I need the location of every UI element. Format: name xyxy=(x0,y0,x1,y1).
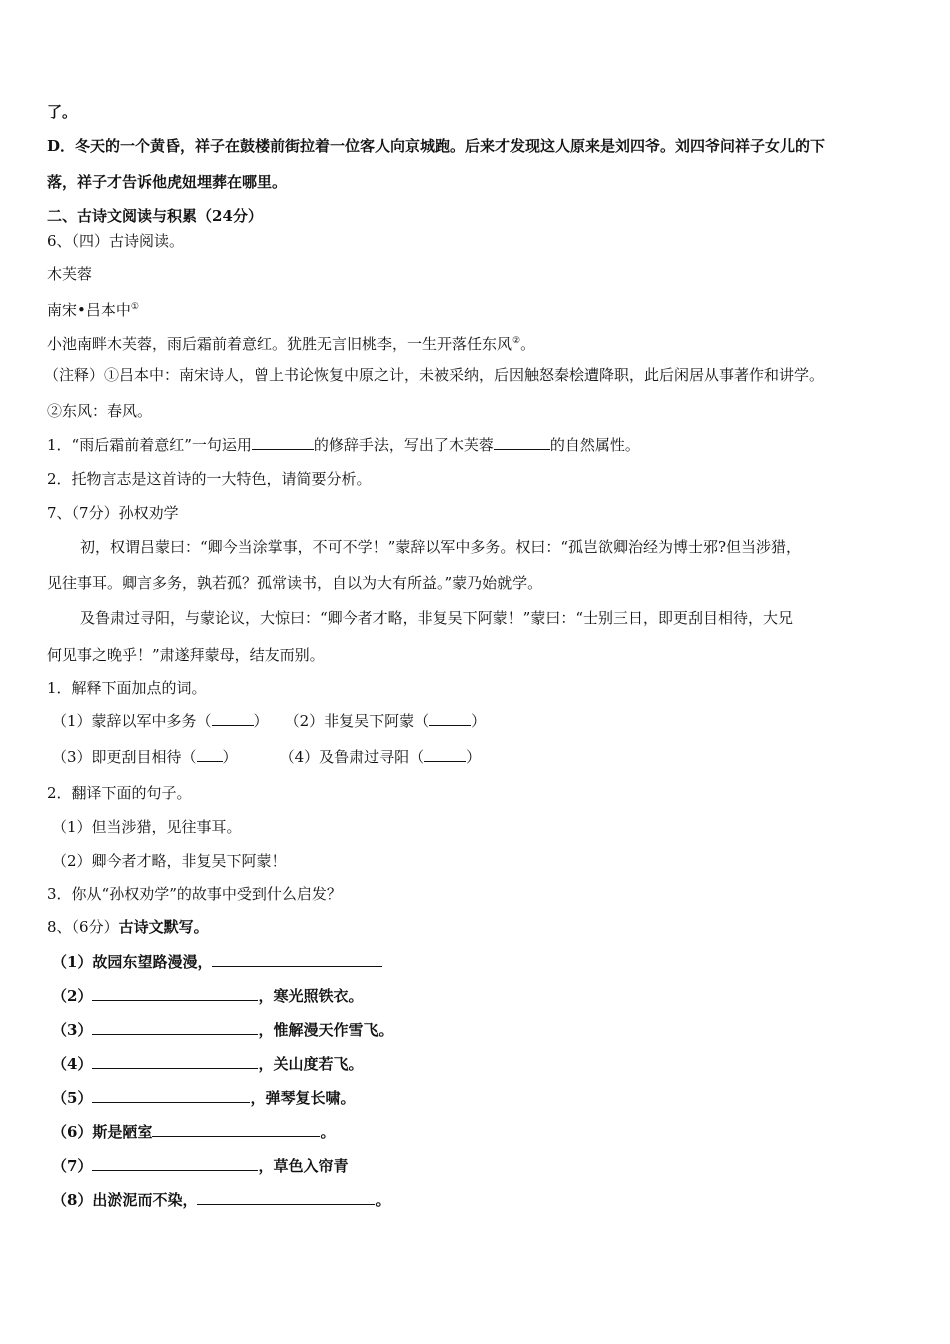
recite-number: （7） xyxy=(52,1157,93,1175)
word-1: （1）蒙辞以军中多务（ xyxy=(52,712,212,730)
recite-text: （6）斯是陋室 xyxy=(52,1123,153,1141)
recite-text: ，弹琴复长啸。 xyxy=(250,1089,356,1107)
q7-subquestion-1: 1．解释下面加点的词。 xyxy=(47,679,207,697)
answer-blank[interactable] xyxy=(197,1190,375,1205)
word-4: （4）及鲁肃过寻阳（ xyxy=(279,748,425,766)
q5-option-d-line2: 落，祥子才告诉他虎妞埋葬在哪里。 xyxy=(47,173,288,191)
q7-subquestion-2: 2．翻译下面的句子。 xyxy=(47,784,192,802)
recite-end: 。 xyxy=(375,1191,391,1209)
word-3: （3）即更刮目相待（ xyxy=(52,748,197,766)
q6-header: 6、（四）古诗阅读。 xyxy=(47,232,185,250)
answer-blank[interactable] xyxy=(92,986,258,1001)
q6-subquestion-1 xyxy=(47,435,640,455)
answer-blank[interactable] xyxy=(92,1054,258,1069)
poem-note-1: （注释）①吕本中：南宋诗人，曾上书论恢复中原之计，未被采纳，后因触怒秦桧遭降职，此后闲居从事著作和讲学。 xyxy=(44,366,825,384)
recite-text: （1）故园东望路漫漫， xyxy=(52,953,213,971)
q7-passage-p1-line2: 见往事耳。卿言多务，孰若孤？孤常读书，自以为大有所益。”蒙乃始就学。 xyxy=(47,574,543,592)
sq1-part-a: 1．“雨后霜前着意红”一句运用 xyxy=(47,436,252,454)
q6-subquestion-2: 2．托物言志是这首诗的一大特色，请简要分析。 xyxy=(47,470,372,488)
recite-number: （4） xyxy=(52,1055,93,1073)
recite-line-4 xyxy=(52,1054,363,1074)
recite-line-8 xyxy=(52,1190,390,1210)
recite-line-7 xyxy=(52,1156,348,1176)
poem-body: 小池南畔木芙蓉，雨后霜前着意红。犹胜无言旧桃李，一生开落任东风 xyxy=(47,335,513,353)
section-2-heading: 二、古诗文阅读与积累（24分） xyxy=(47,207,263,225)
poem-note-mark: ② xyxy=(512,336,521,346)
recite-line-6 xyxy=(52,1122,335,1142)
close-paren: ） xyxy=(253,712,269,730)
recite-line-2 xyxy=(52,986,363,1006)
answer-blank[interactable] xyxy=(424,747,466,762)
recite-text: ，草色入帘青 xyxy=(258,1157,349,1175)
close-paren: ） xyxy=(466,748,482,766)
word-2: （2）非复吴下阿蒙（ xyxy=(284,712,430,730)
close-paren: ） xyxy=(222,748,238,766)
recite-text: ，关山度若飞。 xyxy=(258,1055,364,1073)
close-paren: ） xyxy=(471,712,487,730)
q7-passage-p2-line2: 何见事之晚乎！”肃遂拜蒙母，结友而别。 xyxy=(47,646,325,664)
recite-number: （2） xyxy=(52,987,93,1005)
recite-text: （8）出淤泥而不染， xyxy=(52,1191,198,1209)
q7-subquestion-3: 3．你从“孙权劝学”的故事中受到什么启发？ xyxy=(47,885,342,903)
q5-tail: 了。 xyxy=(47,103,78,121)
answer-blank[interactable] xyxy=(212,711,254,726)
poem-author xyxy=(47,297,139,320)
q7-passage-p1-line1: 初，权谓吕蒙曰：“卿今当涂掌事，不可不学！”蒙辞以军中多务。权曰：“孤岂欲卿治经为博士邪?但当涉猎， xyxy=(80,538,802,556)
sq1-part-b: 的修辞手法，写出了木芙蓉 xyxy=(313,436,494,454)
sq1-part-c: 的自然属性。 xyxy=(549,436,640,454)
answer-blank[interactable] xyxy=(212,952,382,967)
recite-line-3 xyxy=(52,1020,393,1040)
q7-word-row-2 xyxy=(52,747,481,767)
poem-title: 木芙蓉 xyxy=(47,265,93,283)
answer-blank[interactable] xyxy=(494,435,550,450)
poem-end: 。 xyxy=(520,335,536,353)
answer-blank[interactable] xyxy=(197,747,223,762)
q7-word-row-1 xyxy=(52,711,486,731)
answer-blank[interactable] xyxy=(252,435,314,450)
q7-translate-1: （1）但当涉猎，见往事耳。 xyxy=(52,818,242,836)
author-text: 南宋•吕本中 xyxy=(47,301,131,319)
q5-option-d-line1: D．冬天的一个黄昏，祥子在鼓楼前街拉着一位客人向京城跑。后来才发现这人原来是刘四爷。刘四爷问祥子女儿的下 xyxy=(47,137,826,155)
q7-header: 7、（7分）孙权劝学 xyxy=(47,504,179,522)
author-note-mark: ① xyxy=(130,302,139,312)
answer-blank[interactable] xyxy=(92,1088,250,1103)
answer-blank[interactable] xyxy=(152,1122,320,1137)
q7-passage-p2-line1: 及鲁肃过寻阳，与蒙论议，大惊曰：“卿今者才略，非复吴下阿蒙！”蒙曰：“士别三日，即更刮目相待，大兄 xyxy=(80,609,794,627)
recite-text: ，惟解漫天作雪飞。 xyxy=(258,1021,394,1039)
recite-line-1 xyxy=(52,952,382,972)
q8-number: 8、（6分） xyxy=(47,918,119,936)
poem-text xyxy=(47,331,535,354)
recite-line-5 xyxy=(52,1088,355,1108)
q7-translate-2: （2）卿今者才略，非复吴下阿蒙！ xyxy=(52,852,287,870)
recite-number: （5） xyxy=(52,1089,93,1107)
q8-header xyxy=(47,917,209,937)
answer-blank[interactable] xyxy=(429,711,471,726)
poem-note-2: ②东风：春风。 xyxy=(47,402,153,420)
answer-blank[interactable] xyxy=(92,1020,258,1035)
recite-number: （3） xyxy=(52,1021,93,1039)
answer-blank[interactable] xyxy=(92,1156,258,1171)
q8-title: 古诗文默写。 xyxy=(118,918,209,936)
recite-text: ，寒光照铁衣。 xyxy=(258,987,364,1005)
recite-end: 。 xyxy=(320,1123,336,1141)
